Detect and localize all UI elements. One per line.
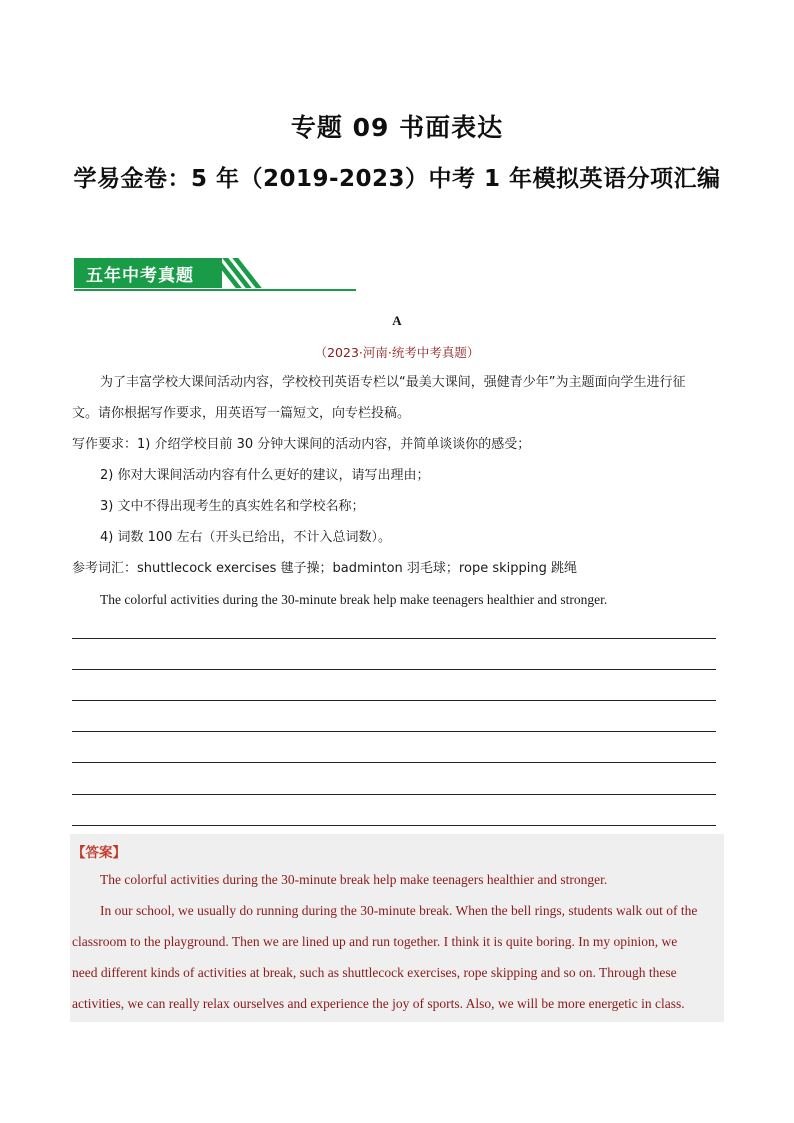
requirement-item: 2) 你对大课间活动内容有什么更好的建议，请写出理由；: [100, 468, 430, 483]
writing-line: [72, 700, 716, 701]
page-subtitle: 学易金卷：5 年（2019-2023）中考 1 年模拟英语分项汇编: [73, 166, 721, 192]
page-title: 专题 09 书面表达: [290, 113, 504, 142]
answer-line: activities, we can really relax ourselves and experience the joy of sports. Also, we will be more energetic in class.: [72, 996, 685, 1011]
writing-line: [72, 762, 716, 763]
requirement-item: 4) 词数 100 左右（开头已给出，不计入总词数）。: [100, 530, 392, 545]
writing-line: [72, 638, 716, 639]
writing-line: [72, 669, 716, 670]
writing-line: [72, 794, 716, 795]
essay-opening-sentence: The colorful activities during the 30-minute break help make teenagers healthier and stronger.: [100, 592, 608, 607]
section-banner: [74, 256, 356, 292]
requirement-item: 3) 文中不得出现考生的真实姓名和学校名称；: [100, 499, 365, 514]
section-underline: [74, 289, 356, 291]
vocabulary-reference: 参考词汇：shuttlecock exercises 毽子操；badminton 羽毛球；rope skipping 跳绳: [72, 561, 577, 576]
answer-box: [70, 834, 724, 1022]
prompt-line: 文。请你根据写作要求，用英语写一篇短文，向专栏投稿。: [72, 406, 411, 421]
requirement-intro: 写作要求：1) 介绍学校目前 30 分钟大课间的活动内容，并简单谈谈你的感受；: [72, 437, 531, 452]
answer-line: need different kinds of activities at break, such as shuttlecock exercises, rope skipping and so on. Through these: [72, 965, 677, 980]
question-letter: A: [392, 313, 402, 328]
answer-tag: 【答案】: [72, 845, 126, 861]
writing-line: [72, 731, 716, 732]
answer-line: classroom to the playground. Then we are lined up and run together. I think it is quite boring. In my opinion, we: [72, 934, 678, 949]
question-source: （2023·河南·统考中考真题）: [314, 345, 480, 360]
answer-line: In our school, we usually do running during the 30-minute break. When the bell rings, students walk out of the: [100, 903, 698, 918]
writing-line: [72, 825, 716, 826]
prompt-line: 为了丰富学校大课间活动内容，学校校刊英语专栏以“最美大课间，强健青少年”为主题面向学生进行征: [100, 375, 686, 390]
answer-line: The colorful activities during the 30-minute break help make teenagers healthier and stronger.: [100, 872, 608, 887]
section-label: 五年中考真题: [86, 266, 194, 286]
